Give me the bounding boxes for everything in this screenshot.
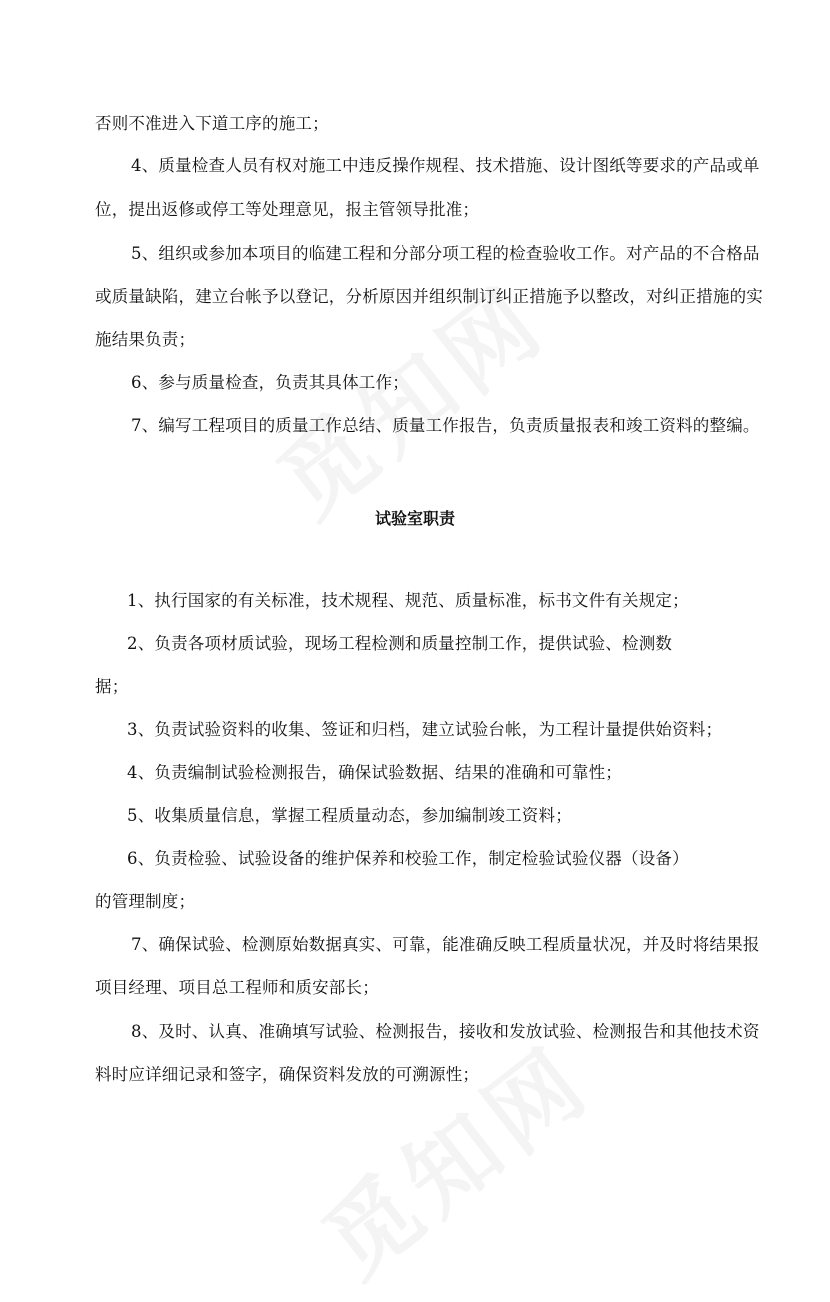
paragraph-line: 7、确保试验、检测原始数据真实、可靠，能准确反映工程质量状况，并及时将结果报 bbox=[131, 935, 760, 954]
paragraph-line: 7、编写工程项目的质量工作总结、质量工作报告，负责质量报表和竣工资料的整编。 bbox=[131, 416, 760, 435]
paragraph-line: 位，提出返修或停工等处理意见，报主管领导批准； bbox=[95, 200, 480, 219]
paragraph-line: 4、质量检查人员有权对施工中违反操作规程、技术措施、设计图纸等要求的产品或单 bbox=[131, 156, 760, 175]
paragraph-line: 2、负责各项材质试验，现场工程检测和质量控制工作，提供试验、检测数 bbox=[127, 634, 673, 653]
paragraph-line: 1、执行国家的有关标准，技术规程、规范、质量标准，标书文件有关规定； bbox=[127, 591, 689, 610]
paragraph-line: 否则不准进入下道工序的施工； bbox=[95, 114, 329, 133]
paragraph-line: 5、收集质量信息，掌握工程质量动态，参加编制竣工资料； bbox=[127, 806, 572, 825]
paragraph-line: 4、负责编制试验检测报告，确保试验数据、结果的准确和可靠性； bbox=[127, 763, 622, 782]
paragraph-line: 料时应详细记录和签字，确保资料发放的可溯源性； bbox=[95, 1065, 480, 1084]
paragraph-line: 6、参与质量检查，负责其具体工作； bbox=[131, 373, 409, 392]
watermark-bottom bbox=[292, 1010, 614, 1302]
paragraph-line: 或质量缺陷，建立台帐予以登记，分析原因并组织制订纠正措施予以整改，对纠正措施的实 bbox=[95, 287, 763, 306]
section-title: 试验室职责 bbox=[374, 509, 455, 528]
paragraph-line: 6、负责检验、试验设备的维护保养和校验工作，制定检验试验仪器（设备） bbox=[127, 849, 689, 868]
paragraph-line: 的管理制度； bbox=[95, 892, 196, 911]
paragraph-line: 项目经理、项目总工程师和质安部长； bbox=[95, 978, 379, 997]
paragraph-line: 施结果负责； bbox=[95, 330, 196, 349]
paragraph-line: 8、及时、认真、准确填写试验、检测报告，接收和发放试验、检测报告和其他技术资 bbox=[131, 1022, 760, 1041]
paragraph-line: 5、组织或参加本项目的临建工程和分部分项工程的检查验收工作。对产品的不合格品 bbox=[131, 244, 760, 263]
paragraph-line: 3、负责试验资料的收集、签证和归档，建立试验台帐，为工程计量提供始资料； bbox=[127, 720, 723, 739]
paragraph-line: 据； bbox=[95, 677, 129, 696]
